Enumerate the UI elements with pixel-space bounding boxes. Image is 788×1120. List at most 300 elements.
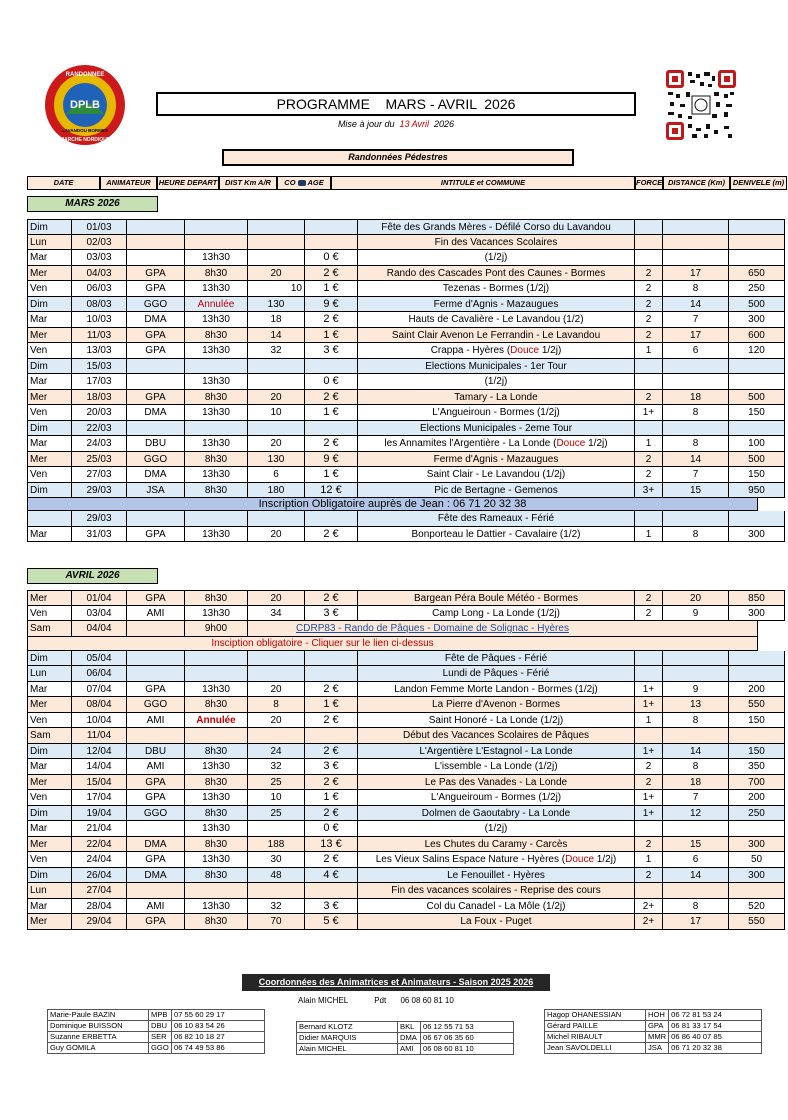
row-dist: 20 — [248, 590, 305, 606]
month-avril: AVRIL 2026 — [27, 568, 158, 584]
row-date: 06/03 — [72, 281, 127, 297]
row-force — [635, 651, 663, 667]
row-force: 2 — [635, 759, 663, 775]
row-force — [635, 219, 663, 235]
row-distance — [663, 359, 729, 375]
col-denivele: DENIVELE (m) — [730, 176, 787, 190]
row-cost: 3 € — [305, 899, 358, 915]
row-distance — [663, 421, 729, 437]
row-denivele — [729, 883, 785, 899]
row-distance: 7 — [663, 312, 729, 328]
row-intitule: Fête de Pâques - Férié — [358, 651, 635, 667]
row-distance: 13 — [663, 697, 729, 713]
row-heure: 13h30 — [185, 436, 248, 452]
row-force: 2 — [635, 467, 663, 483]
row-intitule: Fin des Vacances Scolaires — [358, 235, 635, 251]
row-distance: 14 — [663, 744, 729, 760]
row-denivele: 120 — [729, 343, 785, 359]
col-age: AGE — [307, 178, 324, 187]
contact-code: JSA — [646, 1043, 669, 1054]
row-animateur: GPA — [127, 790, 185, 806]
intitule-text: les Annamites l'Argentière - La Londe ( — [384, 438, 557, 449]
inscription-row — [27, 498, 758, 511]
row-denivele: 200 — [729, 790, 785, 806]
row-dist: 10 — [248, 405, 305, 421]
intitule-text: Crappa - Hyères ( — [430, 345, 511, 356]
row-day: Mar — [27, 250, 72, 266]
row-day: Dim — [27, 744, 72, 760]
row-day: Dim — [27, 806, 72, 822]
row-dist: 10 — [248, 281, 305, 297]
row-heure: 8h30 — [185, 806, 248, 822]
contacts-right — [544, 1009, 762, 1054]
row-day: Mer — [27, 266, 72, 282]
row-dist — [248, 374, 305, 390]
row-date: 07/04 — [72, 682, 127, 698]
contact-code: DMA — [398, 1033, 421, 1044]
row-denivele: 300 — [729, 312, 785, 328]
contact-phone: 06 12 55 71 53 — [421, 1022, 514, 1033]
row-intitule: L'issemble - La Londe (1/2j) — [358, 759, 635, 775]
row-date: 18/03 — [72, 390, 127, 406]
table-row — [27, 914, 765, 930]
row-cost: 2 € — [305, 312, 358, 328]
intitule-text-end: 1/2j) — [539, 345, 562, 356]
row-date: 08/03 — [72, 297, 127, 313]
row-denivele: 300 — [729, 868, 785, 884]
row-distance — [663, 728, 729, 744]
row-intitule: L'Angueiroun - Bormes (1/2j) — [358, 405, 635, 421]
row-intitule: Col du Canadel - La Môle (1/2j) — [358, 899, 635, 915]
president-name: Alain MICHEL — [298, 996, 348, 1005]
row-heure — [185, 666, 248, 682]
table-row — [27, 374, 758, 390]
table-row — [27, 868, 765, 884]
table-row — [27, 713, 765, 729]
contact-phone: 06 72 81 53 24 — [669, 1010, 762, 1021]
contact-name: Alain MICHEL — [297, 1044, 398, 1055]
row-dist: 30 — [248, 852, 305, 868]
row-cost: 1 € — [305, 467, 358, 483]
table-row — [27, 837, 765, 853]
row-heure: 13h30 — [185, 899, 248, 915]
row-dist: 20 — [248, 436, 305, 452]
row-heure: 13h30 — [185, 312, 248, 328]
row-day — [27, 511, 72, 527]
row-dist: 20 — [248, 527, 305, 543]
row-heure: 13h30 — [185, 790, 248, 806]
row-denivele: 200 — [729, 682, 785, 698]
row-animateur: GPA — [127, 775, 185, 791]
contact-row — [545, 1043, 762, 1054]
cdrp-note-row — [27, 637, 758, 651]
row-force: 2 — [635, 390, 663, 406]
row-cost — [305, 359, 358, 375]
col-dist: DIST Km A/R — [219, 176, 277, 190]
table-row — [27, 405, 765, 421]
table-row — [27, 590, 765, 606]
row-intitule: Tamary - La Londe — [358, 390, 635, 406]
row-animateur: GPA — [127, 852, 185, 868]
row-day: Dim — [27, 483, 72, 499]
row-heure: 13h30 — [185, 759, 248, 775]
table-row — [27, 312, 765, 328]
row-intitule: Ferme d'Agnis - Mazaugues — [358, 452, 635, 468]
row-force — [635, 235, 663, 251]
row-dist: 130 — [248, 297, 305, 313]
row-date: 29/03 — [72, 511, 127, 527]
row-force — [635, 883, 663, 899]
row-date: 22/03 — [72, 421, 127, 437]
row-date: 29/03 — [72, 483, 127, 499]
row-cost — [305, 728, 358, 744]
row-denivele — [729, 235, 785, 251]
row-date: 11/04 — [72, 728, 127, 744]
table-row — [27, 436, 765, 452]
table-row — [27, 775, 765, 791]
row-distance: 8 — [663, 527, 729, 543]
row-animateur — [127, 235, 185, 251]
row-day: Ven — [27, 343, 72, 359]
row-date: 04/04 — [72, 621, 127, 637]
row-empty — [729, 511, 785, 527]
row-intitule: Rando des Cascades Pont des Caunes - Bormes — [358, 266, 635, 282]
row-force: 2 — [635, 452, 663, 468]
row-cost: 5 € — [305, 914, 358, 930]
row-day: Mar — [27, 821, 72, 837]
row-cost: 12 € — [305, 483, 358, 499]
row-heure: Annulée — [185, 713, 248, 729]
contact-code: DBU — [149, 1021, 172, 1032]
cdrp-row — [27, 621, 758, 637]
row-heure: 8h30 — [185, 266, 248, 282]
row-cost: 2 € — [305, 682, 358, 698]
president-phone: 06 08 60 81 10 — [400, 996, 454, 1005]
table-row — [27, 266, 765, 282]
intitule-text: Les Vieux Salins Espace Nature - Hyères ( — [375, 854, 566, 865]
row-date: 29/04 — [72, 914, 127, 930]
row-dist: 14 — [248, 328, 305, 344]
contact-row — [545, 1032, 762, 1043]
intitule-text-end: 1/2j) — [594, 854, 617, 865]
row-heure: 13h30 — [185, 374, 248, 390]
row-force: 2 — [635, 590, 663, 606]
row-date: 24/03 — [72, 436, 127, 452]
row-empty — [185, 511, 248, 527]
contact-code: SER — [149, 1032, 172, 1043]
row-denivele — [729, 728, 785, 744]
row-force: 1+ — [635, 697, 663, 713]
row-heure: 13h30 — [185, 250, 248, 266]
row-date: 03/04 — [72, 606, 127, 622]
row-denivele: 600 — [729, 328, 785, 344]
row-dist: 24 — [248, 744, 305, 760]
table-row — [27, 328, 765, 344]
row-animateur: DMA — [127, 467, 185, 483]
row-distance: 8 — [663, 899, 729, 915]
row-heure: 13h30 — [185, 281, 248, 297]
row-day: Dim — [27, 421, 72, 437]
contact-row — [48, 1032, 265, 1043]
row-intitule — [358, 436, 635, 452]
contacts-left — [47, 1009, 265, 1054]
row-heure: 8h30 — [185, 868, 248, 884]
row-animateur — [127, 666, 185, 682]
row-day: Mar — [27, 759, 72, 775]
row-intitule: Fête des Rameaux - Férié — [358, 511, 635, 527]
row-denivele: 100 — [729, 436, 785, 452]
row-dist: 25 — [248, 775, 305, 791]
row-cost: 1 € — [305, 328, 358, 344]
row-day: Ven — [27, 606, 72, 622]
row-denivele — [729, 821, 785, 837]
row-dist: 70 — [248, 914, 305, 930]
row-dist — [248, 728, 305, 744]
row-empty — [663, 511, 729, 527]
row-dist: 34 — [248, 606, 305, 622]
contact-code: MPB — [149, 1010, 172, 1021]
row-animateur — [127, 651, 185, 667]
row-distance — [663, 666, 729, 682]
table-row — [27, 343, 765, 359]
table-row — [27, 452, 765, 468]
contact-row — [545, 1010, 762, 1021]
row-heure: 13h30 — [185, 852, 248, 868]
row-day: Mer — [27, 914, 72, 930]
row-date: 03/03 — [72, 250, 127, 266]
inscription-jean: Inscription Obligatoire auprès de Jean : 06 71 20 32 38 — [27, 498, 758, 511]
row-force: 2 — [635, 775, 663, 791]
row-animateur: GPA — [127, 527, 185, 543]
row-date: 11/03 — [72, 328, 127, 344]
row-heure: 8h30 — [185, 837, 248, 853]
coordinates-title — [242, 974, 550, 991]
row-date: 01/03 — [72, 219, 127, 235]
row-distance: 7 — [663, 467, 729, 483]
row-dist: 180 — [248, 483, 305, 499]
row-animateur — [127, 359, 185, 375]
row-force — [635, 359, 663, 375]
row-denivele — [729, 359, 785, 375]
row-force: 2 — [635, 281, 663, 297]
row-heure — [185, 728, 248, 744]
row-animateur: GPA — [127, 343, 185, 359]
row-force: 1+ — [635, 806, 663, 822]
svg-text:DPLB: DPLB — [70, 99, 100, 111]
row-force — [635, 250, 663, 266]
row-denivele: 350 — [729, 759, 785, 775]
row-denivele: 150 — [729, 713, 785, 729]
row-dist — [248, 651, 305, 667]
row-cost: 2 € — [305, 590, 358, 606]
contact-name: Bernard KLOTZ — [297, 1022, 398, 1033]
row-intitule: Le Fenouillet - Hyères — [358, 868, 635, 884]
row-distance: 15 — [663, 483, 729, 499]
row-cost: 2 € — [305, 775, 358, 791]
row-intitule: Saint Clair Avenon Le Ferrandin - Le Lavandou — [358, 328, 635, 344]
contact-phone: 06 86 40 07 85 — [669, 1032, 762, 1043]
row-denivele: 550 — [729, 697, 785, 713]
row-date: 08/04 — [72, 697, 127, 713]
row-denivele — [729, 219, 785, 235]
row-denivele: 150 — [729, 467, 785, 483]
row-distance: 17 — [663, 328, 729, 344]
row-heure — [185, 235, 248, 251]
row-force: 1 — [635, 527, 663, 543]
table-row — [27, 421, 758, 437]
table-row — [27, 790, 765, 806]
contact-code: GGO — [149, 1043, 172, 1054]
row-force: 1+ — [635, 790, 663, 806]
row-date: 12/04 — [72, 744, 127, 760]
row-distance: 14 — [663, 452, 729, 468]
table-row — [27, 390, 765, 406]
row-cost: 2 € — [305, 806, 358, 822]
row-intitule: Landon Femme Morte Landon - Bormes (1/2j) — [358, 682, 635, 698]
row-day: Mer — [27, 452, 72, 468]
row-cost: 9 € — [305, 452, 358, 468]
update-line — [156, 119, 636, 129]
row-cost: 3 € — [305, 759, 358, 775]
row-empty — [248, 511, 305, 527]
row-dist — [248, 821, 305, 837]
row-dist — [248, 883, 305, 899]
contact-name: Didier MARQUIS — [297, 1033, 398, 1044]
table-row — [27, 483, 765, 499]
row-date: 27/03 — [72, 467, 127, 483]
row-cost: 9 € — [305, 297, 358, 313]
row-heure: 13h30 — [185, 527, 248, 543]
col-animateur: ANIMATEUR — [100, 176, 157, 190]
table-row — [27, 467, 765, 483]
row-dist: 25 — [248, 806, 305, 822]
row-animateur — [127, 219, 185, 235]
row-force: 1 — [635, 852, 663, 868]
contact-row — [48, 1021, 265, 1032]
contact-phone: 06 08 60 81 10 — [421, 1044, 514, 1055]
row-denivele: 650 — [729, 266, 785, 282]
row-date: 19/04 — [72, 806, 127, 822]
row-animateur: AMI — [127, 759, 185, 775]
row-cost — [305, 883, 358, 899]
row-date: 15/04 — [72, 775, 127, 791]
row-day: Dim — [27, 297, 72, 313]
row-heure — [185, 219, 248, 235]
row-force — [635, 728, 663, 744]
row-distance: 9 — [663, 606, 729, 622]
col-co: CO — [284, 178, 296, 187]
row-animateur: AMI — [127, 899, 185, 915]
row-dist: 48 — [248, 868, 305, 884]
contact-row — [297, 1044, 514, 1055]
coordinates-title-text: Coordonnées des Animatrices et Animateurs - Saison 2025 2026 — [258, 977, 534, 987]
row-force — [635, 374, 663, 390]
qr-code[interactable] — [666, 70, 736, 140]
row-denivele: 300 — [729, 606, 785, 622]
row-dist: 20 — [248, 390, 305, 406]
row-heure: 13h30 — [185, 821, 248, 837]
row-dist — [248, 666, 305, 682]
row-force: 3+ — [635, 483, 663, 499]
col-cost — [277, 176, 331, 190]
row-day: Ven — [27, 713, 72, 729]
row-dist: 20 — [248, 266, 305, 282]
row-distance: 12 — [663, 806, 729, 822]
row-dist — [248, 359, 305, 375]
row-dist: 18 — [248, 312, 305, 328]
president-role: Pdt — [374, 996, 387, 1005]
col-force: FORCE — [635, 176, 663, 190]
row-date: 01/04 — [72, 590, 127, 606]
row-animateur — [127, 421, 185, 437]
svg-text:MARCHE NORDIQUE: MARCHE NORDIQUE — [59, 137, 111, 143]
row-day: Mar — [27, 312, 72, 328]
row-intitule: Saint Honoré - La Londe (1/2j) — [358, 713, 635, 729]
cdrp-note: Insciption obligatoire - Cliquer sur le lien ci-dessus — [27, 637, 758, 651]
row-heure: 8h30 — [185, 328, 248, 344]
row-day: Mar — [27, 436, 72, 452]
row-date: 31/03 — [72, 527, 127, 543]
row-animateur — [127, 374, 185, 390]
row-animateur — [127, 821, 185, 837]
contact-name: Dominique BUISSON — [48, 1021, 149, 1032]
row-day: Mer — [27, 837, 72, 853]
row-day: Ven — [27, 281, 72, 297]
row-intitule — [358, 343, 635, 359]
row-denivele: 500 — [729, 452, 785, 468]
contact-row — [297, 1033, 514, 1044]
row-empty — [635, 511, 663, 527]
table-row — [27, 527, 765, 543]
row-distance: 14 — [663, 868, 729, 884]
car-icon — [298, 180, 306, 186]
row-cost: 2 € — [305, 744, 358, 760]
table-row — [27, 899, 765, 915]
row-animateur — [127, 250, 185, 266]
row-day: Dim — [27, 359, 72, 375]
row-force — [635, 666, 663, 682]
row-distance: 20 — [663, 590, 729, 606]
row-heure: 13h30 — [185, 467, 248, 483]
row-cost: 2 € — [305, 436, 358, 452]
section-title: Randonnées Pédestres — [222, 149, 574, 166]
row-day: Dim — [27, 651, 72, 667]
row-intitule — [358, 852, 635, 868]
row-date: 21/04 — [72, 821, 127, 837]
row-intitule: Lundi de Pâques - Férié — [358, 666, 635, 682]
row-cost: 2 € — [305, 390, 358, 406]
row-cost: 13 € — [305, 837, 358, 853]
row-animateur — [127, 883, 185, 899]
row-denivele: 250 — [729, 806, 785, 822]
row-cost: 2 € — [305, 713, 358, 729]
row-dist: 20 — [248, 713, 305, 729]
row-force: 2 — [635, 606, 663, 622]
row-intitule: Saint Clair - Le Lavandou (1/2j) — [358, 467, 635, 483]
row-force: 1+ — [635, 405, 663, 421]
row-animateur: GPA — [127, 390, 185, 406]
row-denivele: 950 — [729, 483, 785, 499]
row-heure: 13h30 — [185, 405, 248, 421]
row-force: 2+ — [635, 914, 663, 930]
row-intitule: (1/2j) — [358, 374, 635, 390]
cdrp-link[interactable]: CDRP83 - Rando de Pâques - Domaine de Solignac - Hyères — [248, 621, 758, 637]
row-day: Dim — [27, 219, 72, 235]
row-distance: 8 — [663, 713, 729, 729]
row-force: 2+ — [635, 899, 663, 915]
row-animateur: JSA — [127, 483, 185, 499]
intitule-text-end: 1/2j) — [585, 438, 608, 449]
